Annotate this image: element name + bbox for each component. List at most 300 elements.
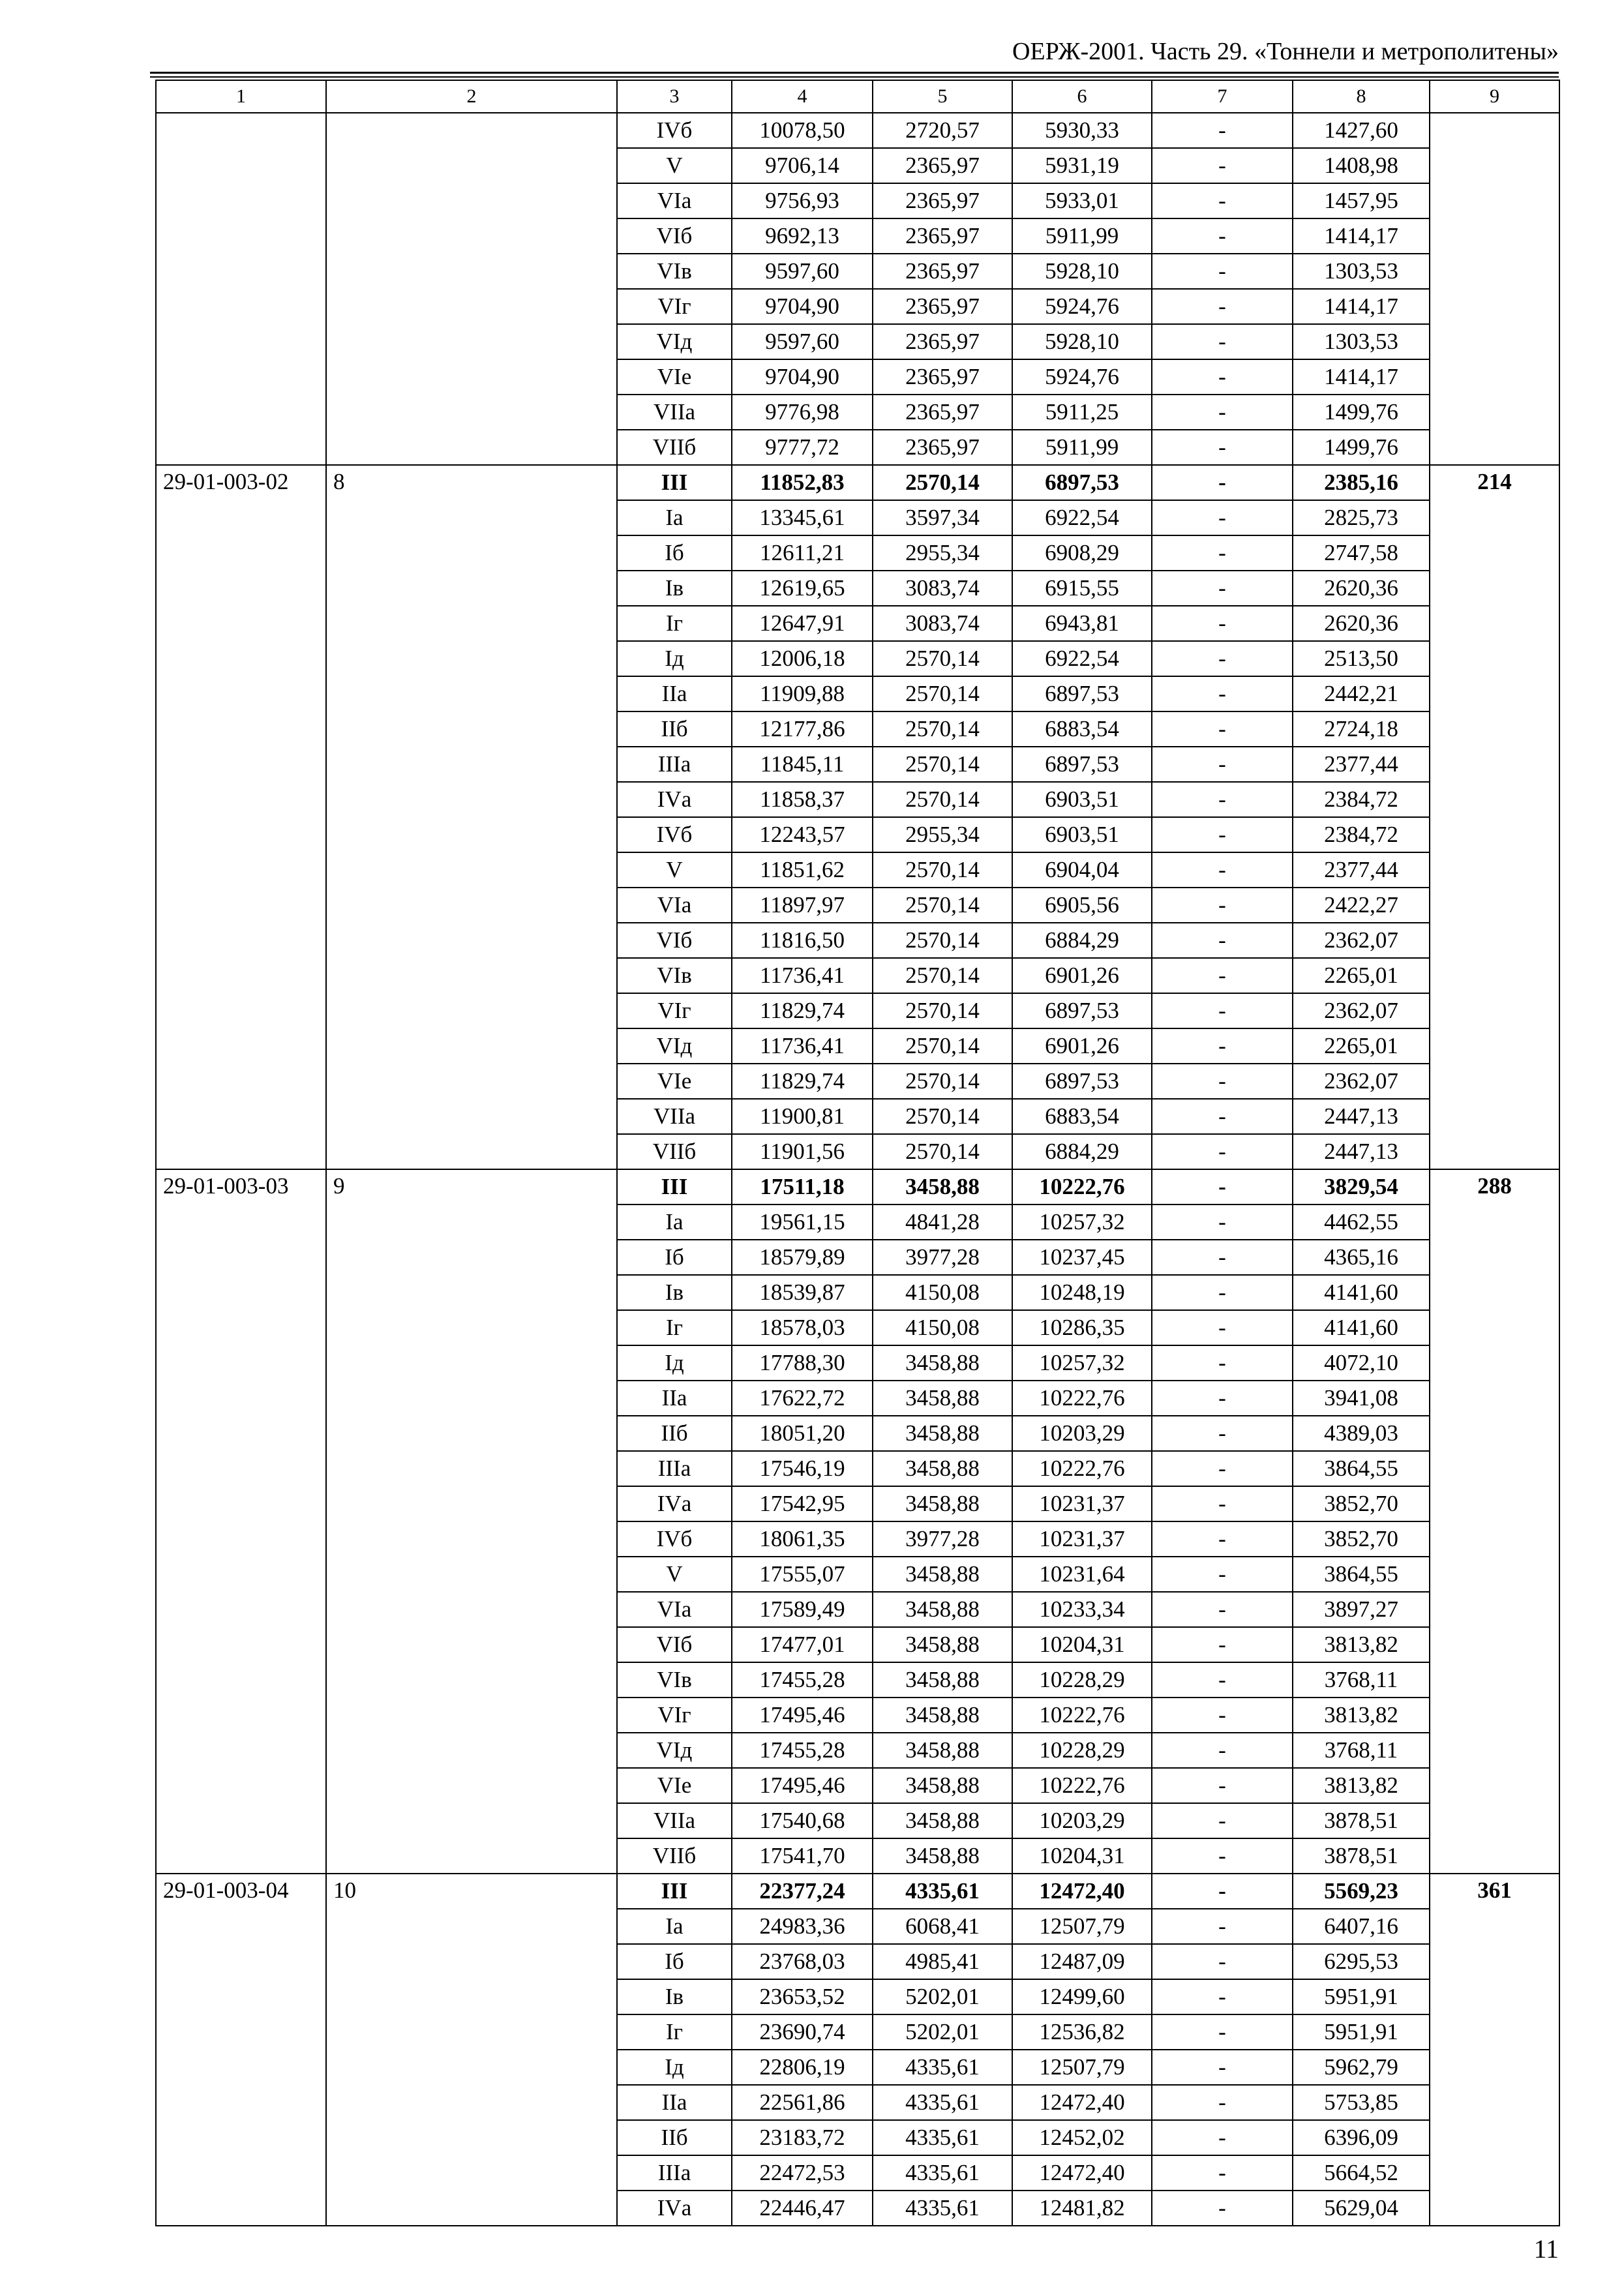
value-cell-6: 5924,76	[1012, 289, 1152, 324]
zone-cell: VIг	[617, 289, 732, 324]
value-cell-8: 5569,23	[1293, 1874, 1430, 1909]
value-cell-8: 4141,60	[1293, 1275, 1430, 1310]
value-cell-7: -	[1152, 324, 1293, 359]
value-cell-4: 9704,90	[732, 289, 873, 324]
value-cell-8: 3768,11	[1293, 1662, 1430, 1698]
value-cell-6: 6903,51	[1012, 782, 1152, 817]
value-cell-6: 12452,02	[1012, 2120, 1152, 2155]
value-cell-7: -	[1152, 1768, 1293, 1803]
value-cell-5: 4841,28	[873, 1204, 1012, 1240]
value-cell-4: 23768,03	[732, 1944, 873, 1979]
value-cell-8: 3768,11	[1293, 1733, 1430, 1768]
value-cell-7: -	[1152, 1204, 1293, 1240]
zone-cell: VIе	[617, 1768, 732, 1803]
value-cell-5: 4985,41	[873, 1944, 1012, 1979]
zone-cell: VIд	[617, 1028, 732, 1064]
value-cell-5: 2570,14	[873, 711, 1012, 747]
value-cell-7: -	[1152, 289, 1293, 324]
value-cell-4: 23690,74	[732, 2014, 873, 2050]
zone-cell: VIб	[617, 218, 732, 254]
value-cell-4: 18578,03	[732, 1310, 873, 1345]
rate-code-cell: 29-01-003-03	[156, 1169, 326, 1874]
value-cell-8: 1414,17	[1293, 359, 1430, 395]
value-cell-4: 11852,83	[732, 465, 873, 500]
value-cell-4: 18579,89	[732, 1240, 873, 1275]
value-cell-4: 12611,21	[732, 535, 873, 571]
value-cell-4: 11909,88	[732, 676, 873, 711]
value-cell-4: 9597,60	[732, 324, 873, 359]
value-cell-7: -	[1152, 1416, 1293, 1451]
value-cell-6: 12499,60	[1012, 1979, 1152, 2014]
value-cell-4: 17455,28	[732, 1662, 873, 1698]
value-cell-6: 6883,54	[1012, 711, 1152, 747]
item-number-cell	[326, 113, 617, 465]
value-cell-4: 17541,70	[732, 1838, 873, 1874]
value-cell-5: 3458,88	[873, 1592, 1012, 1627]
value-cell-5: 5202,01	[873, 2014, 1012, 2050]
value-cell-8: 5962,79	[1293, 2050, 1430, 2085]
value-cell-6: 6897,53	[1012, 676, 1152, 711]
value-cell-5: 2570,14	[873, 782, 1012, 817]
value-cell-4: 11900,81	[732, 1099, 873, 1134]
value-cell-6: 5933,01	[1012, 183, 1152, 218]
value-cell-7: -	[1152, 1874, 1293, 1909]
value-cell-6: 6908,29	[1012, 535, 1152, 571]
value-cell-7: -	[1152, 2120, 1293, 2155]
table-row	[156, 113, 1559, 148]
zone-cell: VIIб	[617, 1838, 732, 1874]
value-cell-8: 2447,13	[1293, 1099, 1430, 1134]
zone-cell: IVа	[617, 2191, 732, 2226]
value-cell-5: 3597,34	[873, 500, 1012, 535]
value-cell-6: 6922,54	[1012, 500, 1152, 535]
zone-cell: VIIа	[617, 1099, 732, 1134]
value-cell-5: 2365,97	[873, 254, 1012, 289]
value-cell-7: -	[1152, 606, 1293, 641]
value-cell-6: 6915,55	[1012, 571, 1152, 606]
value-cell-8: 2362,07	[1293, 993, 1430, 1028]
value-cell-8: 6407,16	[1293, 1909, 1430, 1944]
value-cell-9: 214	[1430, 465, 1559, 1169]
value-cell-7: -	[1152, 1310, 1293, 1345]
zone-cell: IIIа	[617, 2155, 732, 2191]
value-cell-9: 288	[1430, 1169, 1559, 1874]
zone-cell: IVб	[617, 113, 732, 148]
zone-cell: VIе	[617, 359, 732, 395]
zone-cell: Iа	[617, 500, 732, 535]
header-rule-thin	[150, 76, 1559, 78]
zone-cell: VIв	[617, 958, 732, 993]
value-cell-5: 4150,08	[873, 1275, 1012, 1310]
value-cell-4: 9704,90	[732, 359, 873, 395]
value-cell-4: 9597,60	[732, 254, 873, 289]
value-cell-5: 3458,88	[873, 1627, 1012, 1662]
value-cell-8: 1303,53	[1293, 254, 1430, 289]
value-cell-8: 2265,01	[1293, 1028, 1430, 1064]
value-cell-4: 11901,56	[732, 1134, 873, 1169]
value-cell-8: 5951,91	[1293, 1979, 1430, 2014]
value-cell-8: 4462,55	[1293, 1204, 1430, 1240]
zone-cell: VIб	[617, 1627, 732, 1662]
value-cell-6: 10222,76	[1012, 1451, 1152, 1486]
value-cell-8: 2620,36	[1293, 606, 1430, 641]
value-cell-6: 10237,45	[1012, 1240, 1152, 1275]
value-cell-5: 3458,88	[873, 1381, 1012, 1416]
value-cell-6: 5911,99	[1012, 430, 1152, 465]
value-cell-7: -	[1152, 1451, 1293, 1486]
zone-cell: VIIа	[617, 395, 732, 430]
value-cell-6: 10231,64	[1012, 1557, 1152, 1592]
value-cell-4: 9706,14	[732, 148, 873, 183]
zone-cell: Iд	[617, 1345, 732, 1381]
column-number-row	[156, 80, 1559, 113]
value-cell-8: 2825,73	[1293, 500, 1430, 535]
value-cell-8: 3813,82	[1293, 1768, 1430, 1803]
value-cell-7: -	[1152, 2191, 1293, 2226]
value-cell-8: 1427,60	[1293, 113, 1430, 148]
column-number: 9	[1430, 80, 1559, 113]
value-cell-7: -	[1152, 923, 1293, 958]
value-cell-8: 3813,82	[1293, 1627, 1430, 1662]
value-cell-4: 23653,52	[732, 1979, 873, 2014]
value-cell-4: 17540,68	[732, 1803, 873, 1838]
value-cell-6: 12472,40	[1012, 2085, 1152, 2120]
zone-cell: IIб	[617, 711, 732, 747]
page-number: 11	[1533, 2234, 1559, 2264]
value-cell-5: 2570,14	[873, 958, 1012, 993]
zone-cell: IIIа	[617, 1451, 732, 1486]
value-cell-8: 2620,36	[1293, 571, 1430, 606]
value-cell-8: 1499,76	[1293, 430, 1430, 465]
value-cell-5: 3458,88	[873, 1803, 1012, 1838]
value-cell-8: 6295,53	[1293, 1944, 1430, 1979]
value-cell-4: 22377,24	[732, 1874, 873, 1909]
value-cell-6: 12507,79	[1012, 1909, 1152, 1944]
zone-cell: IIа	[617, 1381, 732, 1416]
zone-cell: Iб	[617, 1944, 732, 1979]
value-cell-6: 6883,54	[1012, 1099, 1152, 1134]
value-cell-7: -	[1152, 254, 1293, 289]
value-cell-7: -	[1152, 113, 1293, 148]
value-cell-7: -	[1152, 2014, 1293, 2050]
rate-code-cell: 29-01-003-02	[156, 465, 326, 1169]
zone-cell: Iб	[617, 1240, 732, 1275]
value-cell-5: 3458,88	[873, 1698, 1012, 1733]
value-cell-4: 24983,36	[732, 1909, 873, 1944]
value-cell-5: 2365,97	[873, 218, 1012, 254]
value-cell-8: 2724,18	[1293, 711, 1430, 747]
zone-cell: VIд	[617, 1733, 732, 1768]
value-cell-4: 13345,61	[732, 500, 873, 535]
value-cell-8: 2747,58	[1293, 535, 1430, 571]
value-cell-5: 2570,14	[873, 1134, 1012, 1169]
zone-cell: VIг	[617, 993, 732, 1028]
value-cell-5: 2570,14	[873, 852, 1012, 888]
value-cell-6: 6922,54	[1012, 641, 1152, 676]
column-number: 7	[1152, 80, 1293, 113]
value-cell-6: 6884,29	[1012, 1134, 1152, 1169]
value-cell-6: 6943,81	[1012, 606, 1152, 641]
value-cell-6: 10257,32	[1012, 1204, 1152, 1240]
value-cell-5: 2570,14	[873, 1099, 1012, 1134]
value-cell-4: 9692,13	[732, 218, 873, 254]
value-cell-6: 10203,29	[1012, 1416, 1152, 1451]
zone-cell: VIIб	[617, 430, 732, 465]
value-cell-7: -	[1152, 1557, 1293, 1592]
value-cell-7: -	[1152, 958, 1293, 993]
value-cell-6: 10286,35	[1012, 1310, 1152, 1345]
value-cell-7: -	[1152, 676, 1293, 711]
zone-cell: VIIа	[617, 1803, 732, 1838]
value-cell-8: 4072,10	[1293, 1345, 1430, 1381]
value-cell-5: 3458,88	[873, 1169, 1012, 1204]
value-cell-6: 5928,10	[1012, 254, 1152, 289]
value-cell-7: -	[1152, 1803, 1293, 1838]
value-cell-6: 10228,29	[1012, 1662, 1152, 1698]
item-number-cell: 10	[326, 1874, 617, 2226]
value-cell-4: 12006,18	[732, 641, 873, 676]
value-cell-5: 2570,14	[873, 1064, 1012, 1099]
value-cell-8: 2513,50	[1293, 641, 1430, 676]
value-cell-6: 10231,37	[1012, 1486, 1152, 1521]
value-cell-5: 3977,28	[873, 1240, 1012, 1275]
value-cell-6: 6897,53	[1012, 993, 1152, 1028]
value-cell-4: 18539,87	[732, 1275, 873, 1310]
zone-cell: III	[617, 1874, 732, 1909]
zone-cell: VIг	[617, 1698, 732, 1733]
zone-cell: VIа	[617, 183, 732, 218]
value-cell-8: 1414,17	[1293, 289, 1430, 324]
value-cell-5: 3458,88	[873, 1486, 1012, 1521]
value-cell-5: 2570,14	[873, 747, 1012, 782]
value-cell-4: 17455,28	[732, 1733, 873, 1768]
value-cell-4: 22446,47	[732, 2191, 873, 2226]
value-cell-7: -	[1152, 1240, 1293, 1275]
value-cell-8: 2362,07	[1293, 923, 1430, 958]
value-cell-7: -	[1152, 1979, 1293, 2014]
zone-cell: V	[617, 148, 732, 183]
rates-table	[155, 80, 1560, 2226]
column-number: 4	[732, 80, 873, 113]
value-cell-5: 3458,88	[873, 1768, 1012, 1803]
zone-cell: Iв	[617, 571, 732, 606]
value-cell-7: -	[1152, 183, 1293, 218]
value-cell-8: 1457,95	[1293, 183, 1430, 218]
value-cell-7: -	[1152, 1662, 1293, 1698]
value-cell-4: 18061,35	[732, 1521, 873, 1557]
value-cell-7: -	[1152, 1698, 1293, 1733]
value-cell-7: -	[1152, 2085, 1293, 2120]
value-cell-5: 6068,41	[873, 1909, 1012, 1944]
value-cell-7: -	[1152, 641, 1293, 676]
value-cell-8: 2377,44	[1293, 747, 1430, 782]
value-cell-8: 3813,82	[1293, 1698, 1430, 1733]
value-cell-4: 22561,86	[732, 2085, 873, 2120]
value-cell-8: 1499,76	[1293, 395, 1430, 430]
zone-cell: IVб	[617, 817, 732, 852]
value-cell-8: 1303,53	[1293, 324, 1430, 359]
value-cell-8: 3878,51	[1293, 1838, 1430, 1874]
zone-cell: Iг	[617, 606, 732, 641]
value-cell-8: 2385,16	[1293, 465, 1430, 500]
value-cell-5: 3458,88	[873, 1838, 1012, 1874]
value-cell-5: 3458,88	[873, 1733, 1012, 1768]
value-cell-5: 2365,97	[873, 289, 1012, 324]
value-cell-5: 2570,14	[873, 993, 1012, 1028]
value-cell-6: 10204,31	[1012, 1838, 1152, 1874]
value-cell-6: 6897,53	[1012, 1064, 1152, 1099]
value-cell-7: -	[1152, 1592, 1293, 1627]
value-cell-7: -	[1152, 1838, 1293, 1874]
value-cell-6: 10222,76	[1012, 1698, 1152, 1733]
value-cell-6: 6884,29	[1012, 923, 1152, 958]
value-cell-7: -	[1152, 218, 1293, 254]
value-cell-4: 17511,18	[732, 1169, 873, 1204]
value-cell-6: 10204,31	[1012, 1627, 1152, 1662]
value-cell-7: -	[1152, 359, 1293, 395]
value-cell-6: 5911,99	[1012, 218, 1152, 254]
value-cell-4: 17495,46	[732, 1698, 873, 1733]
column-number: 5	[873, 80, 1012, 113]
value-cell-6: 12487,09	[1012, 1944, 1152, 1979]
value-cell-7: -	[1152, 535, 1293, 571]
value-cell-4: 22472,53	[732, 2155, 873, 2191]
value-cell-4: 17477,01	[732, 1627, 873, 1662]
zone-cell: VIв	[617, 1662, 732, 1698]
value-cell-7: -	[1152, 747, 1293, 782]
value-cell-4: 10078,50	[732, 113, 873, 148]
table-row	[156, 465, 1559, 500]
value-cell-4: 17589,49	[732, 1592, 873, 1627]
column-number: 6	[1012, 80, 1152, 113]
value-cell-4: 23183,72	[732, 2120, 873, 2155]
rate-code-cell	[156, 113, 326, 465]
value-cell-6: 5911,25	[1012, 395, 1152, 430]
value-cell-5: 2570,14	[873, 888, 1012, 923]
value-cell-6: 5931,19	[1012, 148, 1152, 183]
value-cell-6: 12472,40	[1012, 2155, 1152, 2191]
value-cell-4: 19561,15	[732, 1204, 873, 1240]
value-cell-4: 11845,11	[732, 747, 873, 782]
value-cell-8: 3878,51	[1293, 1803, 1430, 1838]
value-cell-6: 10257,32	[1012, 1345, 1152, 1381]
zone-cell: Iг	[617, 1310, 732, 1345]
value-cell-6: 12536,82	[1012, 2014, 1152, 2050]
value-cell-7: -	[1152, 2050, 1293, 2085]
value-cell-4: 11816,50	[732, 923, 873, 958]
zone-cell: VIа	[617, 888, 732, 923]
value-cell-7: -	[1152, 711, 1293, 747]
value-cell-8: 2265,01	[1293, 958, 1430, 993]
column-number: 2	[326, 80, 617, 113]
value-cell-4: 12647,91	[732, 606, 873, 641]
value-cell-4: 9776,98	[732, 395, 873, 430]
value-cell-8: 2377,44	[1293, 852, 1430, 888]
value-cell-8: 2384,72	[1293, 782, 1430, 817]
value-cell-5: 4335,61	[873, 2085, 1012, 2120]
value-cell-6: 12472,40	[1012, 1874, 1152, 1909]
value-cell-4: 12619,65	[732, 571, 873, 606]
zone-cell: Iд	[617, 2050, 732, 2085]
rate-code-cell: 29-01-003-04	[156, 1874, 326, 2226]
zone-cell: VIд	[617, 324, 732, 359]
value-cell-7: -	[1152, 852, 1293, 888]
value-cell-7: -	[1152, 1944, 1293, 1979]
value-cell-6: 6897,53	[1012, 465, 1152, 500]
zone-cell: III	[617, 465, 732, 500]
value-cell-5: 2955,34	[873, 817, 1012, 852]
value-cell-4: 17622,72	[732, 1381, 873, 1416]
value-cell-4: 9756,93	[732, 183, 873, 218]
value-cell-5: 2365,97	[873, 148, 1012, 183]
value-cell-5: 2570,14	[873, 923, 1012, 958]
value-cell-5: 4335,61	[873, 2120, 1012, 2155]
zone-cell: VIа	[617, 1592, 732, 1627]
value-cell-4: 11736,41	[732, 1028, 873, 1064]
value-cell-6: 6901,26	[1012, 1028, 1152, 1064]
value-cell-6: 10233,34	[1012, 1592, 1152, 1627]
value-cell-8: 4365,16	[1293, 1240, 1430, 1275]
value-cell-7: -	[1152, 888, 1293, 923]
value-cell-5: 2365,97	[873, 183, 1012, 218]
value-cell-7: -	[1152, 465, 1293, 500]
value-cell-4: 12177,86	[732, 711, 873, 747]
zone-cell: IIб	[617, 2120, 732, 2155]
value-cell-5: 5202,01	[873, 1979, 1012, 2014]
header-rule	[150, 72, 1559, 74]
value-cell-5: 4150,08	[873, 1310, 1012, 1345]
value-cell-6: 5930,33	[1012, 113, 1152, 148]
value-cell-8: 3864,55	[1293, 1557, 1430, 1592]
value-cell-6: 6903,51	[1012, 817, 1152, 852]
value-cell-7: -	[1152, 993, 1293, 1028]
zone-cell: VIIб	[617, 1134, 732, 1169]
value-cell-7: -	[1152, 1486, 1293, 1521]
value-cell-7: -	[1152, 1909, 1293, 1944]
table-body	[156, 80, 1559, 2226]
value-cell-8: 2384,72	[1293, 817, 1430, 852]
zone-cell: Iб	[617, 535, 732, 571]
value-cell-7: -	[1152, 430, 1293, 465]
value-cell-6: 10248,19	[1012, 1275, 1152, 1310]
value-cell-4: 17788,30	[732, 1345, 873, 1381]
value-cell-8: 4141,60	[1293, 1310, 1430, 1345]
value-cell-6: 12507,79	[1012, 2050, 1152, 2085]
value-cell-8: 4389,03	[1293, 1416, 1430, 1451]
value-cell-8: 5664,52	[1293, 2155, 1430, 2191]
value-cell-5: 4335,61	[873, 2155, 1012, 2191]
value-cell-7: -	[1152, 1627, 1293, 1662]
zone-cell: Iг	[617, 2014, 732, 2050]
zone-cell: Iа	[617, 1204, 732, 1240]
zone-cell: IIа	[617, 676, 732, 711]
value-cell-5: 2570,14	[873, 1028, 1012, 1064]
value-cell-7: -	[1152, 1028, 1293, 1064]
value-cell-6: 10222,76	[1012, 1169, 1152, 1204]
value-cell-8: 3864,55	[1293, 1451, 1430, 1486]
value-cell-4: 17495,46	[732, 1768, 873, 1803]
zone-cell: IVа	[617, 782, 732, 817]
value-cell-4: 22806,19	[732, 2050, 873, 2085]
value-cell-4: 11858,37	[732, 782, 873, 817]
value-cell-7: -	[1152, 1521, 1293, 1557]
value-cell-7: -	[1152, 1169, 1293, 1204]
value-cell-7: -	[1152, 148, 1293, 183]
value-cell-7: -	[1152, 782, 1293, 817]
value-cell-6: 5928,10	[1012, 324, 1152, 359]
value-cell-8: 3829,54	[1293, 1169, 1430, 1204]
value-cell-4: 11736,41	[732, 958, 873, 993]
